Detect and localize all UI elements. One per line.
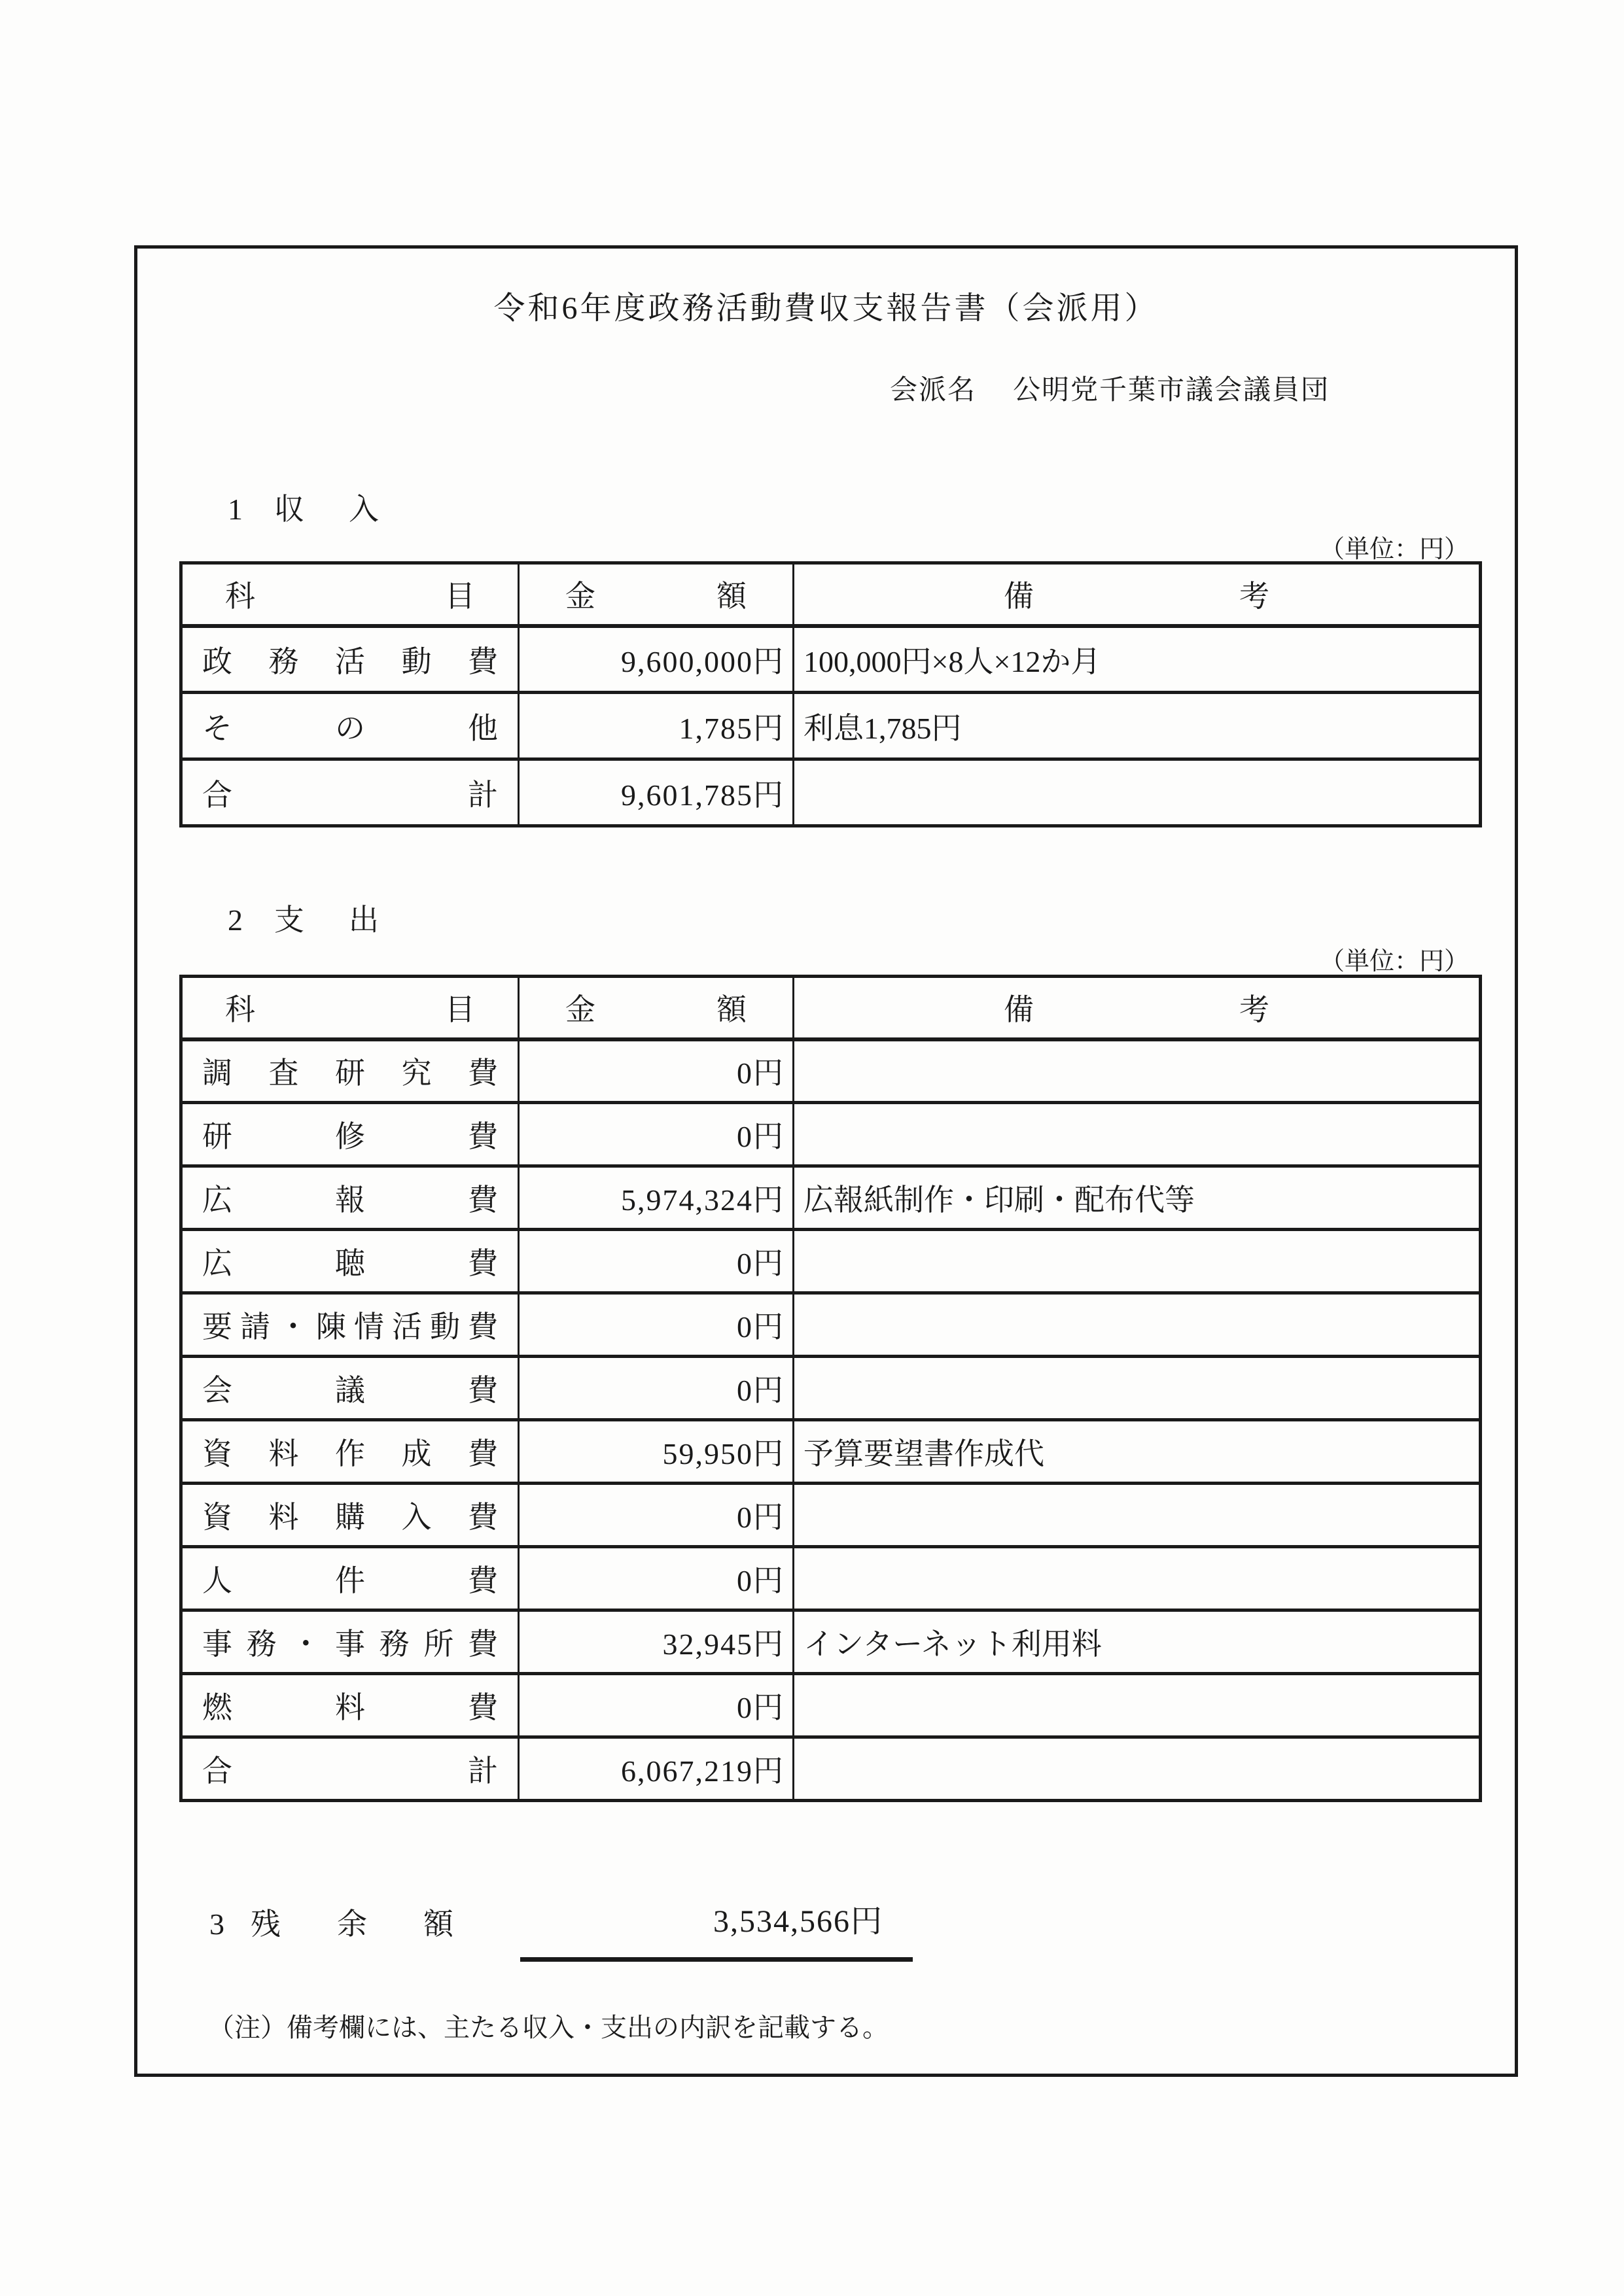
column-header-item: 科目 bbox=[181, 977, 519, 1039]
table-row bbox=[181, 1293, 1481, 1357]
remarks-cell bbox=[794, 1484, 1481, 1547]
unit-label-expense: （単位：円） bbox=[1319, 948, 1469, 975]
table-row bbox=[181, 1166, 1481, 1230]
column-header-remarks: 備考 bbox=[794, 563, 1481, 626]
section-title: 支出 bbox=[274, 903, 423, 937]
column-header-remarks: 備考 bbox=[794, 977, 1481, 1039]
table-row bbox=[181, 1357, 1481, 1420]
item-cell: 事務・事務所費 bbox=[181, 1610, 519, 1674]
item-cell: 広報費 bbox=[181, 1166, 519, 1230]
amount-cell: 0円 bbox=[519, 1039, 794, 1103]
amount-cell: 0円 bbox=[519, 1674, 794, 1737]
remarks-cell bbox=[794, 1293, 1481, 1357]
table-row bbox=[181, 1103, 1481, 1166]
item-cell: 政務活動費 bbox=[181, 626, 519, 693]
amount-cell: 0円 bbox=[519, 1230, 794, 1293]
table-row bbox=[181, 1610, 1481, 1674]
amount-cell: 0円 bbox=[519, 1547, 794, 1610]
item-cell: 資料作成費 bbox=[181, 1420, 519, 1484]
table-row bbox=[181, 759, 1481, 826]
table-row bbox=[181, 626, 1481, 693]
amount-cell: 0円 bbox=[519, 1484, 794, 1547]
amount-cell: 5,974,324円 bbox=[519, 1166, 794, 1230]
amount-cell: 0円 bbox=[519, 1357, 794, 1420]
amount-cell: 9,601,785円 bbox=[519, 759, 794, 826]
remarks-cell: 100,000円×8人×12か月 bbox=[794, 626, 1481, 693]
section-heading-expense bbox=[228, 896, 423, 939]
item-cell: 広聴費 bbox=[181, 1230, 519, 1293]
remarks-cell bbox=[794, 1674, 1481, 1737]
column-header-item: 科目 bbox=[181, 563, 519, 626]
section-number: 3 bbox=[209, 1907, 224, 1941]
footnote: （注）備考欄には、主たる収入・支出の内訳を記載する。 bbox=[208, 2013, 889, 2042]
table-row bbox=[181, 1737, 1481, 1801]
item-cell: 研修費 bbox=[181, 1103, 519, 1166]
item-cell: 資料購入費 bbox=[181, 1484, 519, 1547]
table-row bbox=[181, 693, 1481, 759]
remarks-cell bbox=[794, 1357, 1481, 1420]
remarks-cell bbox=[794, 1039, 1481, 1103]
table-row bbox=[181, 1420, 1481, 1484]
document-border-frame bbox=[134, 245, 1518, 2077]
remainder-label: 残余額 bbox=[251, 1907, 510, 1941]
remainder-underline bbox=[520, 1957, 913, 1962]
section-number: 1 bbox=[228, 493, 243, 526]
item-cell: 合計 bbox=[181, 1737, 519, 1801]
remainder-amount: 3,534,566円 bbox=[713, 1904, 884, 1939]
amount-cell: 0円 bbox=[519, 1293, 794, 1357]
item-cell: 合計 bbox=[181, 759, 519, 826]
page-title: 令和6年度政務活動費収支報告書（会派用） bbox=[493, 291, 1159, 326]
item-cell: その他 bbox=[181, 693, 519, 759]
table-row bbox=[181, 1039, 1481, 1103]
remarks-cell bbox=[794, 759, 1481, 826]
remainder-line bbox=[209, 1900, 510, 1943]
income-header-row bbox=[181, 563, 1481, 626]
remarks-cell bbox=[794, 1547, 1481, 1610]
item-cell: 会議費 bbox=[181, 1357, 519, 1420]
remarks-cell: 利息1,785円 bbox=[794, 693, 1481, 759]
amount-cell: 59,950円 bbox=[519, 1420, 794, 1484]
item-cell: 要請・陳情活動費 bbox=[181, 1293, 519, 1357]
column-header-amount: 金額 bbox=[519, 563, 794, 626]
remarks-cell bbox=[794, 1103, 1481, 1166]
amount-cell: 0円 bbox=[519, 1103, 794, 1166]
amount-cell: 6,067,219円 bbox=[519, 1737, 794, 1801]
faction-name: 公明党千葉市議会議員団 bbox=[1013, 375, 1330, 406]
remarks-cell: 予算要望書作成代 bbox=[794, 1420, 1481, 1484]
table-row bbox=[181, 1484, 1481, 1547]
amount-cell: 32,945円 bbox=[519, 1610, 794, 1674]
amount-cell: 9,600,000円 bbox=[519, 626, 794, 693]
item-cell: 燃料費 bbox=[181, 1674, 519, 1737]
remarks-cell bbox=[794, 1230, 1481, 1293]
income-table bbox=[179, 561, 1482, 827]
expense-header-row bbox=[181, 977, 1481, 1039]
section-number: 2 bbox=[228, 903, 243, 937]
unit-label-income: （単位：円） bbox=[1319, 536, 1469, 563]
table-row bbox=[181, 1547, 1481, 1610]
item-cell: 人件費 bbox=[181, 1547, 519, 1610]
section-heading-income bbox=[228, 485, 423, 529]
faction-label: 会派名 bbox=[890, 375, 977, 406]
remarks-cell: インターネット利用料 bbox=[794, 1610, 1481, 1674]
table-row bbox=[181, 1230, 1481, 1293]
item-cell: 調査研究費 bbox=[181, 1039, 519, 1103]
amount-cell: 1,785円 bbox=[519, 693, 794, 759]
expense-table bbox=[179, 975, 1482, 1802]
column-header-amount: 金額 bbox=[519, 977, 794, 1039]
section-title: 収入 bbox=[274, 493, 423, 526]
table-row bbox=[181, 1674, 1481, 1737]
remarks-cell bbox=[794, 1737, 1481, 1801]
remarks-cell: 広報紙制作・印刷・配布代等 bbox=[794, 1166, 1481, 1230]
faction-line bbox=[890, 368, 1330, 408]
